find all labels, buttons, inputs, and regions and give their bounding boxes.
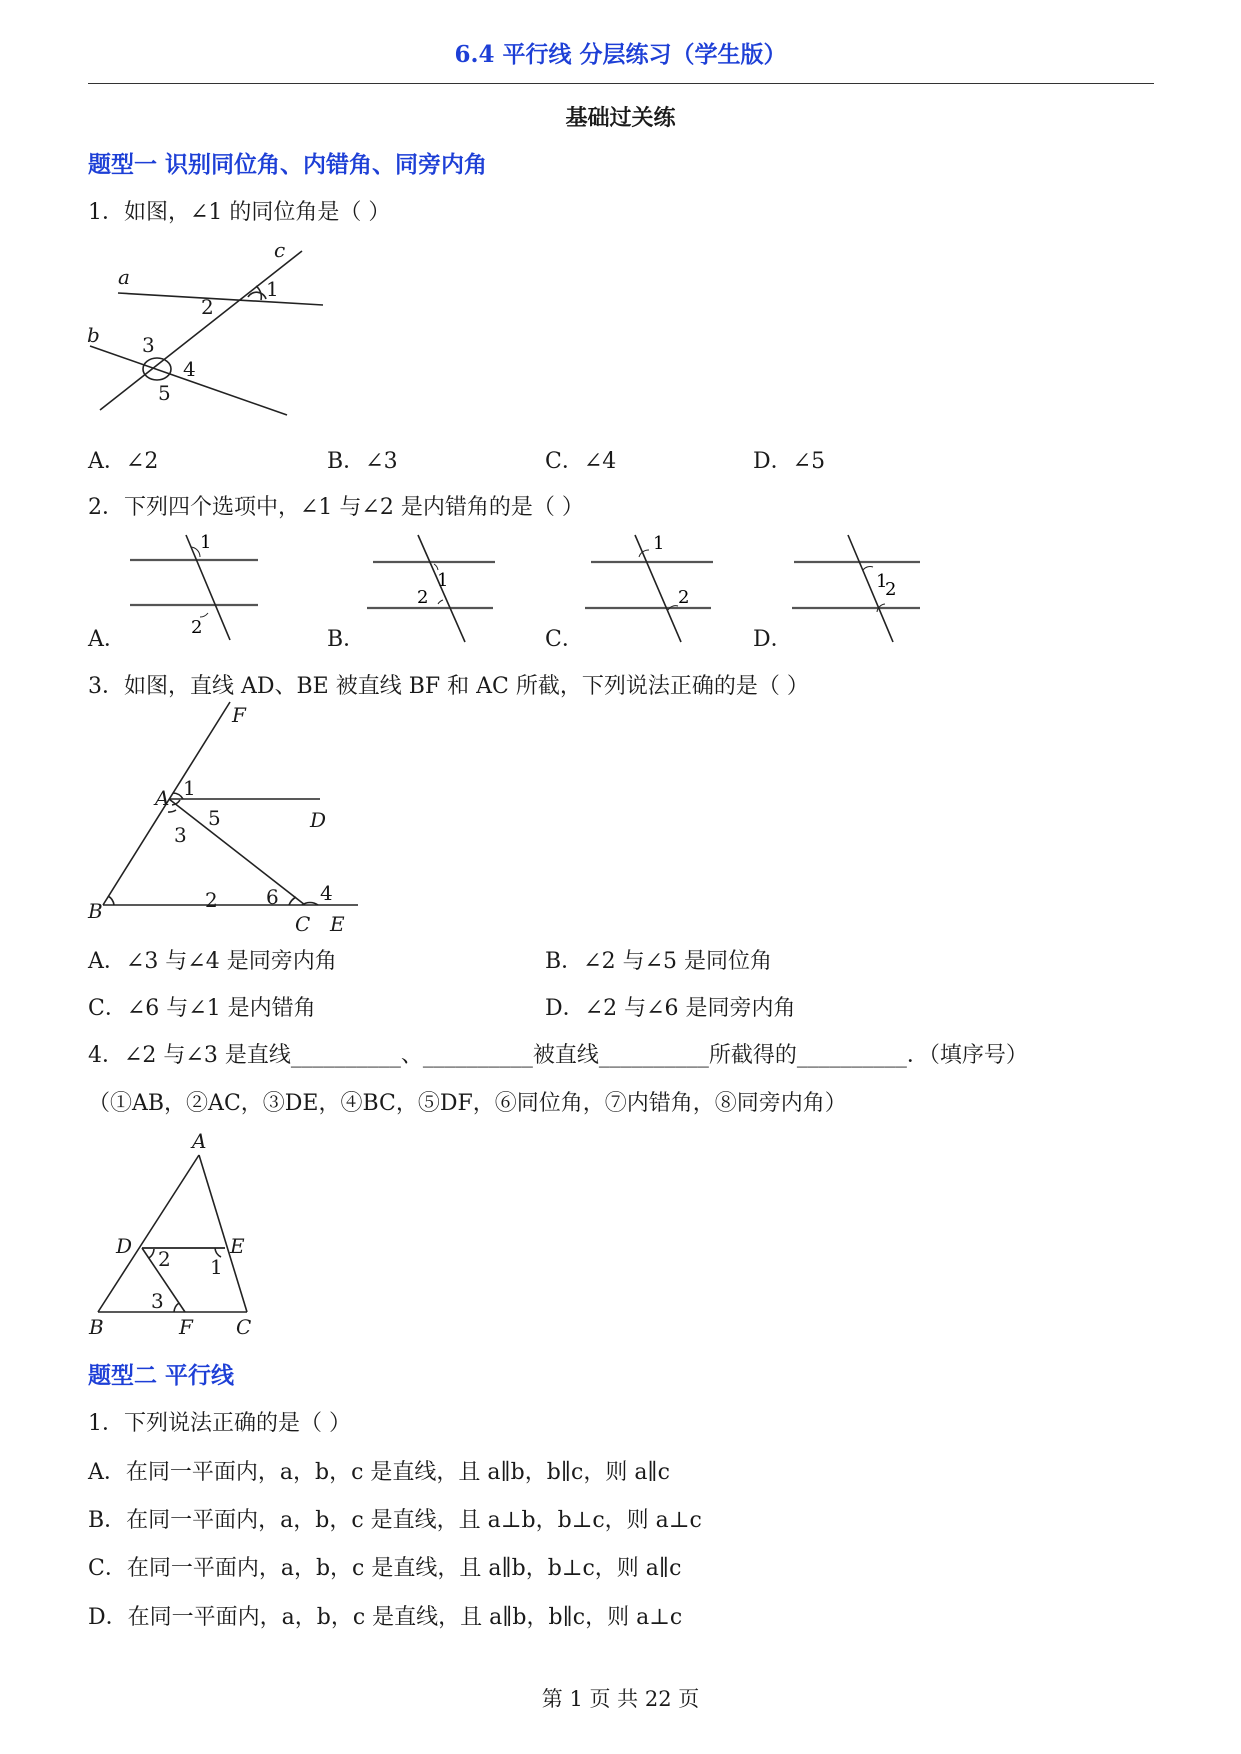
fig1-angle-3: 3: [142, 333, 155, 357]
fig1-label-b: b: [87, 323, 100, 347]
fig1-angle-2: 2: [201, 295, 214, 319]
q3-option-d[interactable]: D．∠2 与∠6 是同旁内角: [545, 996, 796, 1021]
fig4-label-F: F: [179, 1315, 193, 1339]
fig4-angle-2: 2: [158, 1247, 171, 1271]
question-4-figure: [80, 1130, 280, 1345]
fig3-angle-1: 1: [183, 776, 196, 800]
page-footer: 第 1 页 共 22 页: [541, 1687, 700, 1711]
page-title: 6.4 平行线 分层练习（学生版）: [454, 41, 787, 68]
q1-option-a[interactable]: A．∠2: [88, 449, 159, 474]
question-3-stem: 3．如图，直线 AD、BE 被直线 BF 和 AC 所截，下列说法正确的是（ ）: [88, 674, 809, 699]
q5-option-b[interactable]: B．在同一平面内，a，b，c 是直线，且 a⊥b，b⊥c，则 a⊥c: [88, 1508, 702, 1533]
fig3-label-F: F: [232, 703, 246, 727]
question-5-stem: 1．下列说法正确的是（ ）: [88, 1411, 351, 1436]
q2a-angle-2: 2: [191, 617, 203, 638]
q2-option-a[interactable]: A．: [88, 627, 126, 652]
fig1-angle-5: 5: [158, 381, 171, 405]
q2c-angle-2: 2: [678, 587, 690, 608]
fig1-label-c: c: [274, 238, 286, 262]
q2-option-d[interactable]: D．: [753, 627, 793, 652]
fig3-angle-2: 2: [205, 888, 218, 912]
fig1-label-a: a: [118, 265, 130, 289]
fig3-label-B: B: [88, 899, 103, 923]
q3-option-c[interactable]: C．∠6 与∠1 是内错角: [88, 996, 316, 1021]
fig4-label-D: D: [116, 1234, 133, 1258]
q2b-angle-1: 1: [437, 570, 449, 591]
question-4-stem: 4．∠2 与∠3 是直线__________、__________被直线__________所截得的__________．（填序号）: [88, 1043, 1028, 1068]
fig3-label-D: D: [310, 808, 327, 832]
q2-figure-d: [790, 530, 930, 645]
q1-option-c[interactable]: C．∠4: [545, 449, 617, 474]
q5-option-a[interactable]: A．在同一平面内，a，b，c 是直线，且 a∥b，b∥c，则 a∥c: [88, 1460, 670, 1485]
header-divider: [88, 83, 1154, 84]
q2-option-b[interactable]: B．: [327, 627, 366, 652]
fig4-label-C: C: [236, 1315, 252, 1339]
q2b-angle-2: 2: [417, 587, 429, 608]
q2-option-c[interactable]: C．: [545, 627, 584, 652]
q1-option-b[interactable]: B．∠3: [327, 449, 398, 474]
fig3-angle-5: 5: [208, 806, 221, 830]
q1-option-d[interactable]: D．∠5: [753, 449, 826, 474]
section-heading-1: 题型一 识别同位角、内错角、同旁内角: [88, 151, 488, 178]
fig3-label-E: E: [330, 912, 345, 936]
q5-option-d[interactable]: D．在同一平面内，a，b，c 是直线，且 a∥b，b∥c，则 a⊥c: [88, 1605, 683, 1630]
fig4-label-B: B: [89, 1315, 104, 1339]
q5-option-c[interactable]: C．在同一平面内，a，b，c 是直线，且 a∥b，b⊥c，则 a∥c: [88, 1556, 682, 1581]
q2a-angle-1: 1: [200, 532, 212, 553]
fig3-label-A: A: [155, 786, 170, 810]
question-3-figure: [80, 700, 370, 940]
q2-figure-c: [583, 530, 723, 645]
section-subtitle: 基础过关练: [565, 105, 676, 131]
question-2-stem: 2．下列四个选项中，∠1 与∠2 是内错角的是（ ）: [88, 495, 584, 520]
q3-option-b[interactable]: B．∠2 与∠5 是同位角: [545, 949, 773, 974]
q2-figure-b: [365, 530, 505, 645]
q2-figure-a: [128, 530, 268, 645]
fig3-angle-6: 6: [266, 885, 279, 909]
fig4-label-E: E: [230, 1234, 245, 1258]
q3-option-a[interactable]: A．∠3 与∠4 是同旁内角: [88, 949, 337, 974]
q2d-angle-1: 1: [876, 571, 888, 592]
section-heading-2: 题型二 平行线: [88, 1362, 235, 1389]
fig3-label-C: C: [295, 912, 311, 936]
q2c-angle-1: 1: [653, 533, 665, 554]
question-1-figure: [80, 238, 340, 418]
fig3-angle-4: 4: [320, 881, 333, 905]
question-4-hint: （①AB，②AC，③DE，④BC，⑤DF，⑥同位角，⑦内错角，⑧同旁内角）: [88, 1091, 847, 1116]
fig3-angle-3: 3: [174, 823, 187, 847]
q2d-angle-2: 2: [885, 579, 897, 600]
fig4-angle-3: 3: [151, 1289, 164, 1313]
fig4-label-A: A: [192, 1130, 207, 1153]
fig1-angle-1: 1: [266, 277, 279, 301]
fig1-angle-4: 4: [183, 357, 196, 381]
question-1-stem: 1．如图，∠1 的同位角是（ ）: [88, 200, 391, 225]
fig4-angle-1: 1: [210, 1255, 223, 1279]
